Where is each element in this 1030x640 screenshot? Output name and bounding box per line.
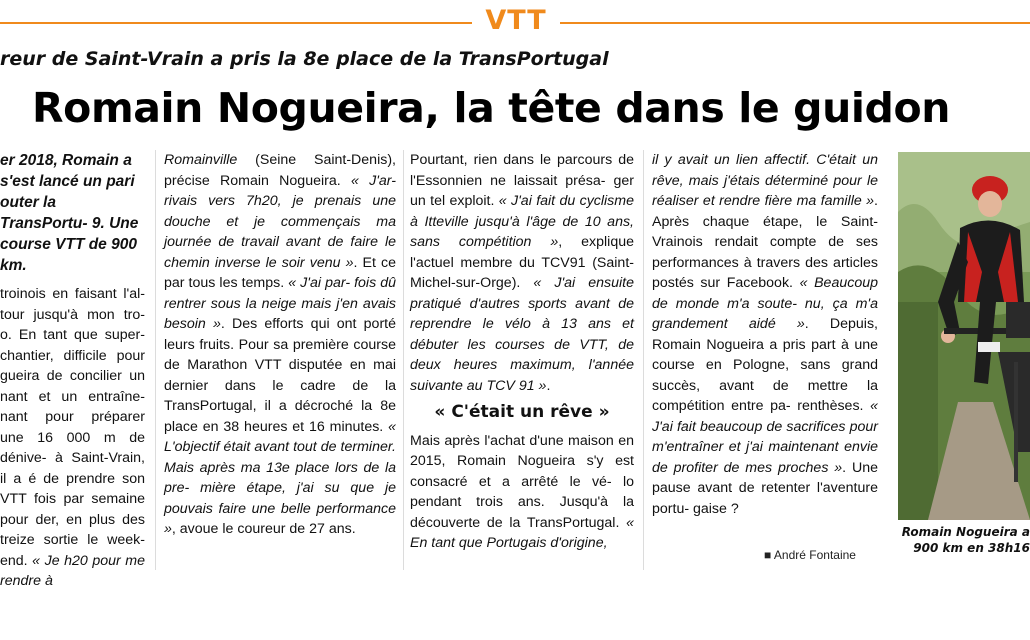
section-rule-left [0,22,472,24]
article-column-3 [410,150,634,570]
paragraph: troinois en faisant l'al- tour jusqu'à mon tro- o. En tant que super- chantier, difficile pour gueira de concilier un nant et un entraîne- nant pour préparer une 16 000 m de dénive- à Saint-Vrain, il a é de prendre son VTT fois par semaine pour der, en plus des treize sortie le week-end. « Je h20 pour me rendre à [0,286,145,589]
cyclist-photo [898,152,1030,520]
photo-illustration [898,152,1030,520]
subheading: « C'était un rêve » [434,402,610,422]
headline: Romain Nogueira, la tête dans le guidon [32,84,951,132]
article-column-4 [652,150,878,570]
photo-caption [898,524,1030,564]
column-separator [155,150,156,570]
paragraph: Pourtant, rien dans le parcours de l'Essonnien ne laissait présa- ger un tel exploit. « J'ai fait du cyclisme à Itteville jusqu'à l'âge de 10 ans, sans compétition », explique l'actuel membre du TCV91 (Saint-Michel-sur-Orge). « J'ai ensuite pratiqué d'autres sports avant de reprendre le vélo à 13 ans et débuter les courses de VTT, de deux heures maximum, l'année suivante au TCV 91 ». [410,152,635,394]
article-column-1 [0,150,145,589]
section-rule-right [560,22,1030,24]
section-header [0,0,1030,40]
byline: ■ André Fontaine [764,548,856,562]
section-label: VTT [485,5,547,36]
caption-line: Romain Nogueira a [901,525,1030,539]
caption-line: 900 km en 38h16 [913,541,1030,555]
column-separator [643,150,644,570]
paragraph: Mais après l'achat d'une maison en 2015, Romain Nogueira s'y est consacré et a arrêté le vé- lo pendant trois ans. Jusqu'à la découverte de la TransPortugal. « En tant que Portugais d'origine, [410,432,634,551]
kicker: reur de Saint-Vrain a pris la 8e place de la TransPortugal [0,48,609,70]
column-separator [403,150,404,570]
paragraph: il y avait un lien affectif. C'était un rêve, mais j'étais déterminé pour le réaliser et rendre fière ma famille ». Après chaque étape, le Saint-Vrainois rendait compte de ses performances à travers des articles postés sur Facebook. « Beaucoup de monde m'a soute- nu, ça m'a grandement aidé ». Depuis, Romain Nogueira a pris part à une course en Pologne, sans grand succès, avant de mettre la compétition entre pa- renthèses. « J'ai fait beaucoup de sacrifices pour m'entraîner et j'ai maintenant envie de profiter de mes proches ». Une pause avant de retenter l'aventure portu- gaise ? [652,152,878,517]
paragraph: Romainville (Seine Saint-Denis), précise Romain Nogueira. « J'ar- rivais vers 7h20, je prenais une douche et je commençais ma journée de travail avant de faire le chemin inverse le soir venu ». Et ce par tous les temps. « J'ai par- fois dû rentrer sous la neige mais j'en avais besoin ». Des efforts qui ont porté leurs fruits. Pour sa première course de Marathon VTT disputée en mai dernier dans le cadre de la TransPortugal, il a décroché la 8e place en 38 heures et 16 minutes. « L'objectif était avant tout de terminer. Mais après ma 13e place lors de la pre- mière étape, j'ai su que je pouvais faire une belle performance », avoue le coureur de 27 ans. [164,152,396,537]
lead-paragraph: er 2018, Romain a s'est lancé un pari outer la TransPortu- 9. Une course VTT de 900 km. [0,152,139,274]
article-column-2 [164,150,396,570]
